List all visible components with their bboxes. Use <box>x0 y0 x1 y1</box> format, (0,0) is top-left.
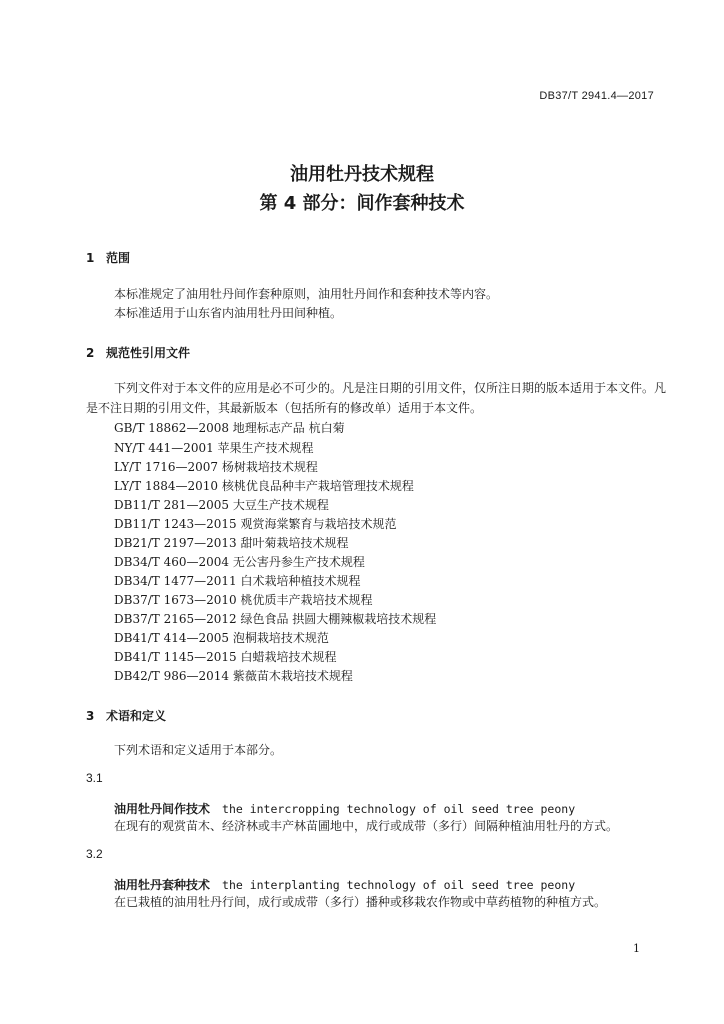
terms-intro-paragraph: 下列术语和定义适用于本部分。 <box>114 743 283 757</box>
reference-item: DB42/T 986—2014 紫薇苗木栽培技术规程 <box>114 669 353 683</box>
reference-item: DB37/T 2165—2012 绿色食品 拱圆大棚辣椒栽培技术规程 <box>114 612 437 626</box>
reference-item: DB34/T 1477—2011 白术栽培种植技术规程 <box>114 574 361 588</box>
term-chinese: 油用牡丹套种技术 <box>114 878 211 892</box>
section-title: 术语和定义 <box>106 709 167 723</box>
section-number: 2 <box>86 346 95 360</box>
page-number: 1 <box>633 942 640 955</box>
section-title: 范围 <box>106 251 131 265</box>
reference-item: LY/T 1884—2010 核桃优良品种丰产栽培管理技术规程 <box>114 479 414 493</box>
section-title: 规范性引用文件 <box>106 346 191 360</box>
term-english: the intercropping technology of oil seed tree peony <box>222 802 576 816</box>
scope-paragraph-1: 本标准规定了油用牡丹间作套种原则，油用牡丹间作和套种技术等内容。 <box>114 287 499 301</box>
document-title: 油用牡丹技术规程 <box>290 164 434 185</box>
section-1-heading <box>86 249 130 266</box>
reference-item: DB11/T 281—2005 大豆生产技术规程 <box>114 498 329 512</box>
reference-item: LY/T 1716—2007 杨树栽培技术规程 <box>114 460 318 474</box>
term-english: the interplanting technology of oil seed tree peony <box>222 878 576 892</box>
reference-item: DB41/T 414—2005 泡桐栽培技术规范 <box>114 631 329 645</box>
standard-code-header: DB37/T 2941.4—2017 <box>539 90 654 102</box>
reference-item: DB41/T 1145—2015 白蜡栽培技术规程 <box>114 650 337 664</box>
scope-paragraph-2: 本标准适用于山东省内油用牡丹田间种植。 <box>114 306 343 320</box>
term-definition: 在已栽植的油用牡丹行间，成行或成带（多行）播种或移栽农作物或中草药植物的种植方式。 <box>114 895 607 909</box>
document-subtitle: 第 4 部分：间作套种技术 <box>259 193 465 214</box>
reference-item: GB/T 18862—2008 地理标志产品 杭白菊 <box>114 421 345 435</box>
reference-item: DB21/T 2197—2013 甜叶菊栽培技术规程 <box>114 536 349 550</box>
section-number: 3 <box>86 709 95 723</box>
section-2-heading <box>86 344 190 361</box>
reference-item: NY/T 441—2001 苹果生产技术规程 <box>114 441 314 455</box>
reference-item: DB34/T 460—2004 无公害丹参生产技术规程 <box>114 555 365 569</box>
term-chinese: 油用牡丹间作技术 <box>114 802 211 816</box>
term-number: 3.2 <box>86 847 103 861</box>
term-definition: 在现有的观赏苗木、经济林或丰产林苗圃地中，成行或成带（多行）间隔种植油用牡丹的方式。 <box>114 819 619 833</box>
term-number: 3.1 <box>86 771 103 785</box>
reference-item: DB11/T 1243—2015 观赏海棠繁育与栽培技术规范 <box>114 517 397 531</box>
section-3-heading <box>86 707 166 724</box>
reference-item: DB37/T 1673—2010 桃优质丰产栽培技术规程 <box>114 593 373 607</box>
term-entry <box>114 876 575 893</box>
section-number: 1 <box>86 251 95 265</box>
term-entry <box>114 800 575 817</box>
normative-intro-paragraph: 下列文件对于本文件的应用是必不可少的。凡是注日期的引用文件，仅所注日期的版本适用于本文件。凡是不注日期的引用文件，其最新版本（包括所有的修改单）适用于本文件。 <box>86 381 667 415</box>
